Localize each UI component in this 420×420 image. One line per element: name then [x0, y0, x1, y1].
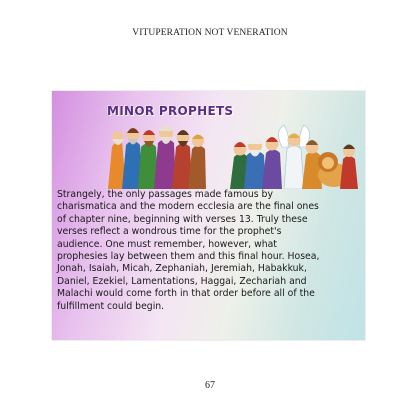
body-line: prophesies lay between them and this final hour. Hosea,: [57, 251, 320, 263]
prophets-group-illustration: [106, 117, 360, 189]
body-line: charismatica and the modern ecclesia are the final ones: [57, 201, 319, 213]
slide-image: [52, 91, 365, 340]
body-line: Jonah, Isaiah, Micah, Zephaniah, Jeremiah, Habakkuk,: [57, 263, 307, 275]
page-number: 67: [205, 380, 215, 391]
body-line: Malachi would come forth in that order before all of the: [57, 288, 315, 300]
prophet-figure: [340, 145, 358, 190]
slide-title: MINOR PROPHETS: [107, 104, 234, 118]
prophet-figure: [154, 126, 176, 190]
body-line: Daniel, Ezekiel, Lamentations, Haggai, Zechariah and: [57, 275, 307, 287]
body-line: audience. One must remember, however, what: [57, 238, 277, 250]
slide-body-text: [57, 189, 362, 313]
prophet-figure: [244, 139, 266, 190]
body-line: of chapter nine, beginning with verses 13. Truly these: [57, 213, 308, 225]
prophet-figure: [262, 137, 282, 189]
body-line: verses reflect a wondrous time for the prophet's: [57, 226, 282, 238]
body-line: Strangely, the only passages made famous by: [57, 189, 273, 200]
running-header: VITUPERATION NOT VENERATION: [132, 28, 288, 38]
body-line: fulfillment could begin.: [57, 300, 165, 312]
